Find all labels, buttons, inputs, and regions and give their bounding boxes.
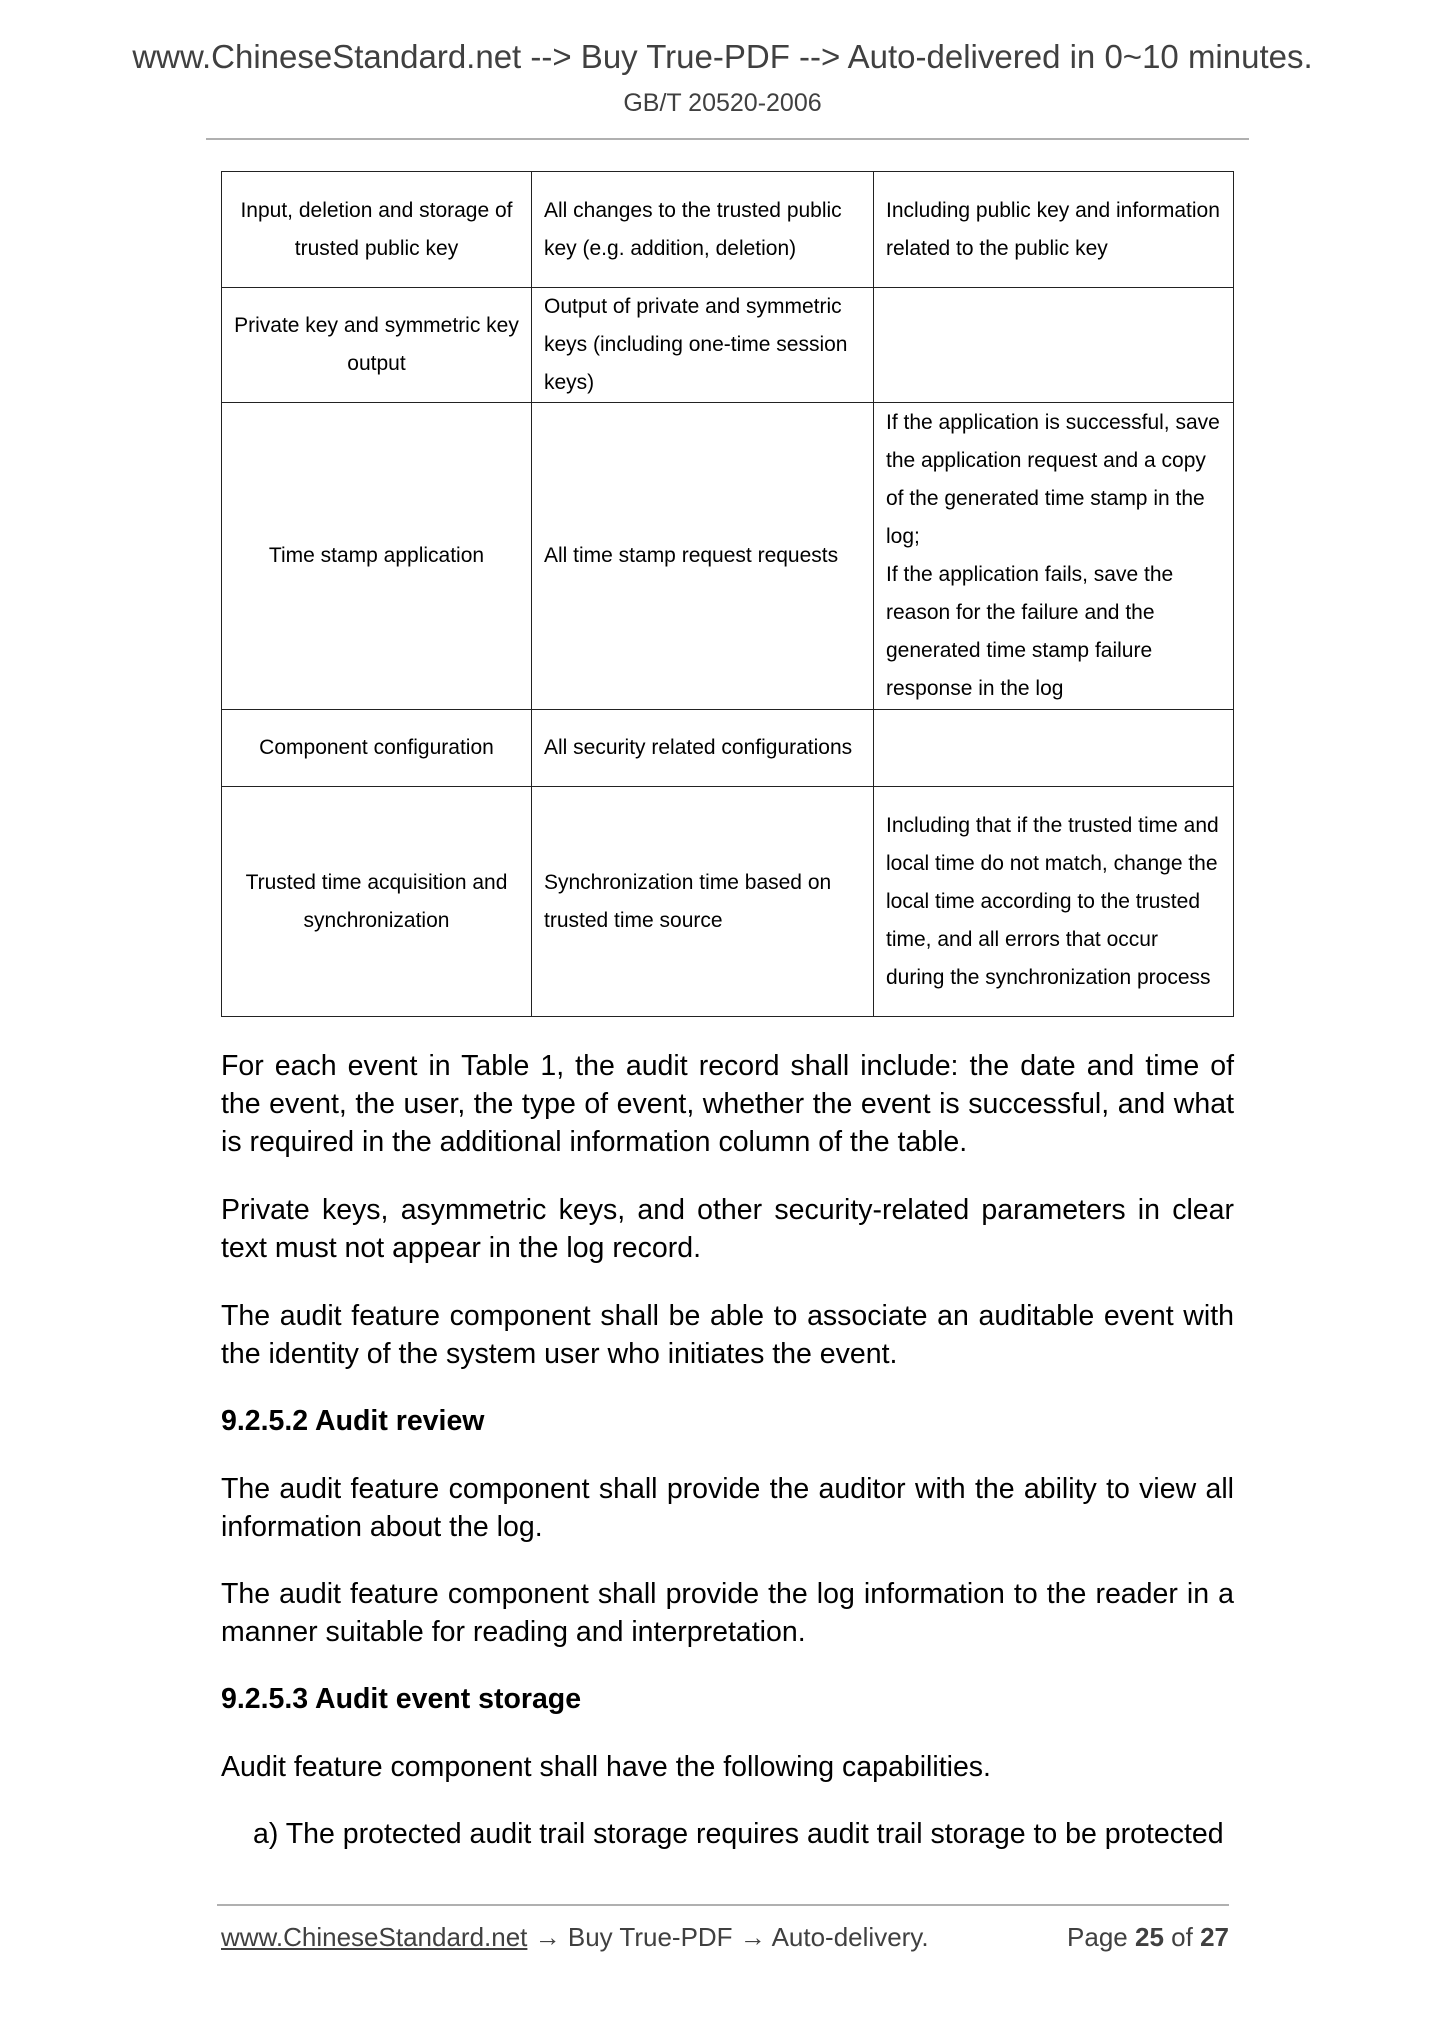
info-failure: If the application fails, save the reason for the failure and the generated time stamp failure response in the log <box>886 563 1174 700</box>
header-divider <box>206 138 1249 140</box>
paragraph: For each event in Table 1, the audit record shall include: the date and time of the event, the user, the type of event, whether the event is successful, and what is required in the additional information column of the table. <box>221 1050 1234 1158</box>
event-cell: Component configuration <box>222 710 532 787</box>
table-row <box>222 710 1234 787</box>
detail-cell: All security related configurations <box>532 710 874 787</box>
table-row <box>222 288 1234 403</box>
detail-cell: Output of private and symmetric keys (including one-time session keys) <box>532 288 874 403</box>
document-id: GB/T 20520-2006 <box>623 89 822 117</box>
page-label: Page <box>1067 1922 1128 1952</box>
info-cell: Including public key and information related to the public key <box>874 172 1234 288</box>
table-row <box>222 172 1234 288</box>
footer-divider <box>217 1904 1229 1906</box>
info-success: If the application is successful, save the application request and a copy of the generated time stamp in the log; <box>886 411 1220 548</box>
detail-cell: All changes to the trusted public key (e.g. addition, deletion) <box>532 172 874 288</box>
event-cell: Input, deletion and storage of trusted public key <box>222 172 532 288</box>
section-heading: 9.2.5.3 Audit event storage <box>221 1683 582 1715</box>
audit-events-table <box>221 171 1234 1017</box>
page-indicator <box>1067 1922 1229 1953</box>
page-total: 27 <box>1200 1922 1229 1952</box>
table-row <box>222 787 1234 1017</box>
footer-text: → Buy True-PDF → Auto-delivery. <box>527 1922 929 1952</box>
info-cell: Including that if the trusted time and local time do not match, change the local time according to the trusted time, and all errors that occur during the synchronization process <box>874 787 1234 1017</box>
footer <box>221 1922 1229 1953</box>
info-cell <box>874 403 1234 710</box>
list-item: a) The protected audit trail storage requires audit trail storage to be protected <box>253 1818 1224 1850</box>
paragraph: The audit feature component shall provide the auditor with the ability to view all information about the log. <box>221 1473 1234 1543</box>
detail-cell: All time stamp request requests <box>532 403 874 710</box>
event-cell: Trusted time acquisition and synchronization <box>222 787 532 1017</box>
info-cell <box>874 710 1234 787</box>
paragraph: The audit feature component shall provide the log information to the reader in a manner suitable for reading and interpretation. <box>221 1578 1234 1648</box>
paragraph: The audit feature component shall be able to associate an auditable event with the identity of the system user who initiates the event. <box>221 1300 1234 1370</box>
paragraph: Audit feature component shall have the following capabilities. <box>221 1751 991 1783</box>
header-banner: www.ChineseStandard.net --> Buy True-PDF --> Auto-delivered in 0~10 minutes. <box>132 38 1313 75</box>
table-row <box>222 403 1234 710</box>
section-heading: 9.2.5.2 Audit review <box>221 1405 485 1437</box>
event-cell: Time stamp application <box>222 403 532 710</box>
paragraph: Private keys, asymmetric keys, and other security-related parameters in clear text must not appear in the log record. <box>221 1194 1234 1264</box>
page-of: of <box>1171 1922 1193 1952</box>
event-cell: Private key and symmetric key output <box>222 288 532 403</box>
detail-cell: Synchronization time based on trusted time source <box>532 787 874 1017</box>
page-number: 25 <box>1135 1922 1164 1952</box>
footer-link[interactable]: www.ChineseStandard.net <box>221 1922 528 1952</box>
info-cell <box>874 288 1234 403</box>
